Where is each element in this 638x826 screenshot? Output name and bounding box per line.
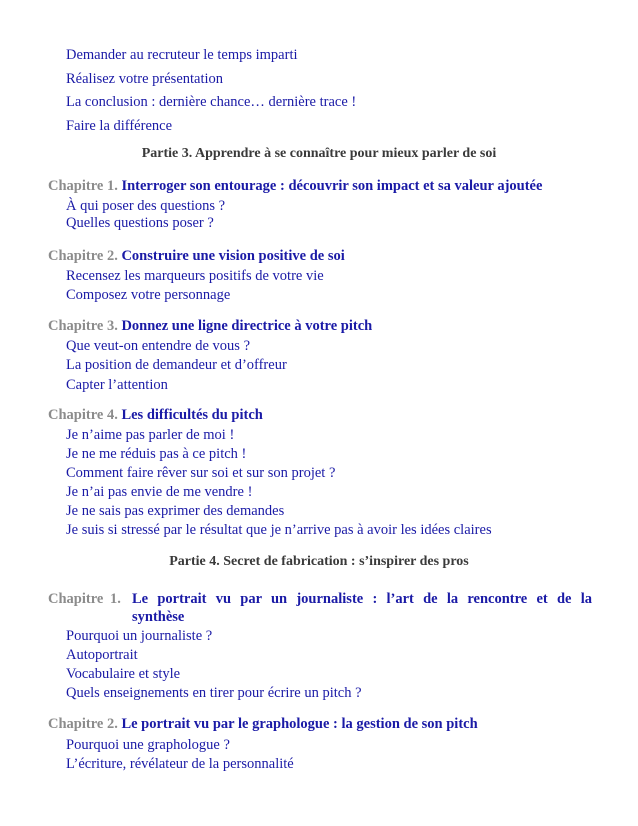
toc-item: Que veut-on entendre de vous ? <box>66 338 251 354</box>
chapter-number: Chapitre 3. <box>48 318 118 334</box>
toc-item: Demander au recruteur le temps imparti <box>66 47 298 63</box>
chapter-heading <box>48 406 263 424</box>
chapter-number: Chapitre 2. <box>48 716 118 732</box>
chapter-heading <box>48 590 592 626</box>
chapter-title: Les difficultés du pitch <box>121 407 263 423</box>
chapter-title: Le portrait vu par un journaliste : l’art de la rencontre et de la synthèse <box>132 591 592 625</box>
chapter-number: Chapitre 4. <box>48 407 118 423</box>
toc-item: Pourquoi un journaliste ? <box>66 628 213 644</box>
toc-item: L’écriture, révélateur de la personnalité <box>66 756 294 772</box>
chapter-title: Interroger son entourage : découvrir son impact et sa valeur ajoutée <box>121 178 543 194</box>
toc-item: Comment faire rêver sur soi et sur son projet ? <box>66 465 336 481</box>
toc-item: Réalisez votre présentation <box>66 71 224 87</box>
toc-item: Capter l’attention <box>66 377 168 393</box>
toc-item: Faire la différence <box>66 118 173 134</box>
toc-item: Je ne sais pas exprimer des demandes <box>66 503 285 519</box>
toc-item: Je suis si stressé par le résultat que je n’arrive pas à avoir les idées claires <box>66 522 492 538</box>
toc-item: Vocabulaire et style <box>66 666 181 682</box>
toc-item: Recensez les marqueurs positifs de votre vie <box>66 268 324 284</box>
chapter-title: Construire une vision positive de soi <box>121 248 345 264</box>
toc-item: Quels enseignements en tirer pour écrire un pitch ? <box>66 685 362 701</box>
toc-item: Pourquoi une graphologue ? <box>66 737 230 753</box>
toc-item: Autoportrait <box>66 647 138 663</box>
toc-item: La position de demandeur et d’offreur <box>66 357 287 373</box>
toc-item: À qui poser des questions ? <box>66 198 226 214</box>
chapter-number: Chapitre 1. <box>48 591 121 607</box>
toc-item: Composez votre personnage <box>66 287 231 303</box>
chapter-number: Chapitre 2. <box>48 248 118 264</box>
toc-item: Quelles questions poser ? <box>66 215 214 231</box>
chapter-number: Chapitre 1. <box>48 178 118 194</box>
chapter-heading <box>48 247 345 265</box>
toc-item: La conclusion : dernière chance… dernière trace ! <box>66 94 357 110</box>
part-heading: Partie 4. Secret de fabrication : s’inspirer des pros <box>169 554 469 569</box>
chapter-heading <box>48 317 372 335</box>
toc-item: Je ne me réduis pas à ce pitch ! <box>66 446 247 462</box>
chapter-heading <box>48 715 478 733</box>
toc-item: Je n’ai pas envie de me vendre ! <box>66 484 253 500</box>
chapter-title: Donnez une ligne directrice à votre pitch <box>121 318 373 334</box>
toc-item: Je n’aime pas parler de moi ! <box>66 427 235 443</box>
part-heading: Partie 3. Apprendre à se connaître pour mieux parler de soi <box>141 146 497 161</box>
chapter-heading <box>48 177 542 195</box>
chapter-title: Le portrait vu par le graphologue : la gestion de son pitch <box>121 716 478 732</box>
